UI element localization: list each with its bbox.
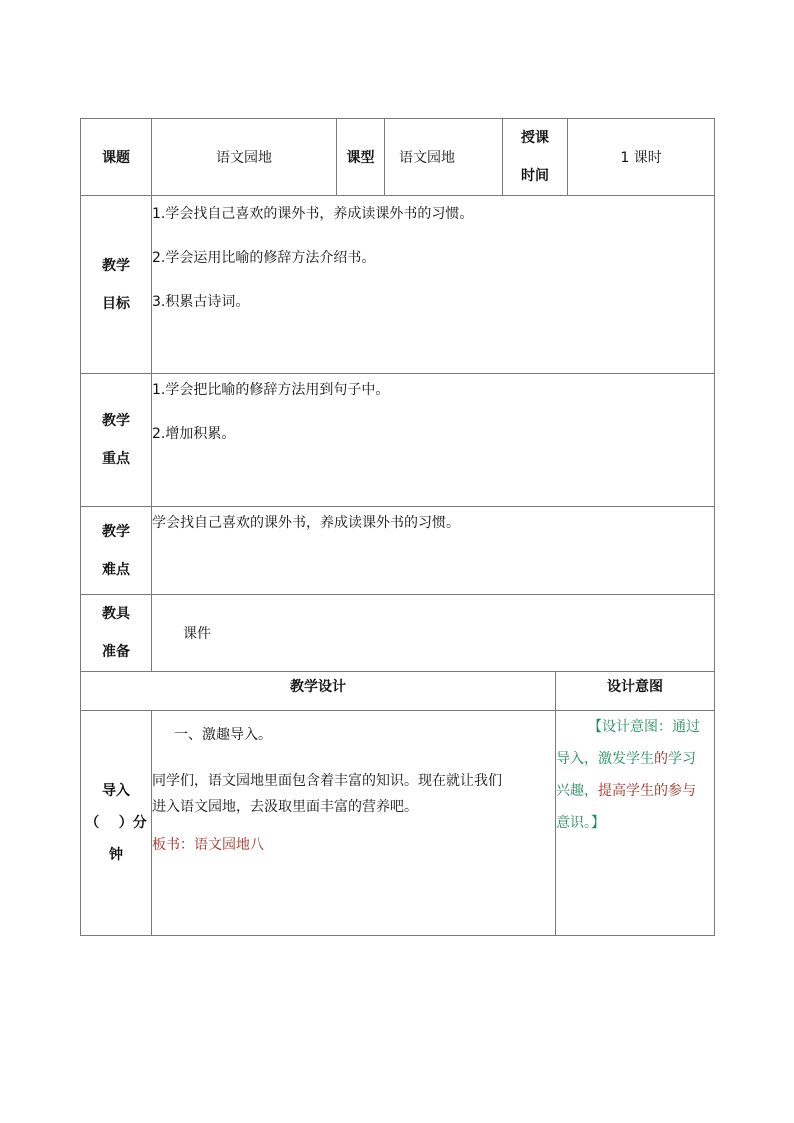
key-points-label bbox=[81, 374, 152, 507]
time-label-line-2: 时间 bbox=[521, 168, 550, 184]
intent-line-1: 【设计意图：通过 bbox=[588, 719, 700, 735]
objectives-content bbox=[152, 196, 715, 374]
key-points-label-line-2: 重点 bbox=[102, 451, 130, 467]
intent-line-4: 意识。】 bbox=[556, 815, 605, 831]
intent-line-3 bbox=[556, 775, 714, 807]
intro-paragraph-line-1: 同学们，语文园地里面包含着丰富的知识。现在就让我们 bbox=[152, 773, 502, 789]
objectives-label-line-2: 目标 bbox=[102, 295, 130, 312]
difficulties-text: 学会找自己喜欢的课外书，养成读课外书的习惯。 bbox=[152, 515, 460, 531]
intent-line-2 bbox=[556, 743, 714, 775]
key-point-item-1: 1.学会把比喻的修辞方法用到句子中。 bbox=[152, 382, 390, 398]
type-label: 课型 bbox=[337, 119, 385, 196]
difficulties-row bbox=[81, 507, 715, 595]
intro-content bbox=[152, 711, 556, 936]
intro-row bbox=[81, 711, 715, 936]
time-label bbox=[503, 119, 568, 196]
intro-label bbox=[81, 711, 152, 936]
materials-label-line-1: 教具 bbox=[102, 606, 130, 622]
objectives-row bbox=[81, 196, 715, 374]
objective-item-2: 2.学会运用比喻的修辞方法介绍书。 bbox=[152, 250, 376, 266]
materials-content: 课件 bbox=[152, 595, 715, 672]
intent-line-3-a: 兴趣， bbox=[556, 783, 598, 799]
intent-header: 设计意图 bbox=[556, 672, 715, 711]
lesson-plan-table bbox=[80, 118, 715, 936]
objectives-label-line-1: 教学 bbox=[102, 257, 130, 274]
key-points-label-line-1: 教学 bbox=[102, 413, 130, 429]
subject-label: 课题 bbox=[81, 119, 152, 196]
materials-label bbox=[81, 595, 152, 672]
key-points-row bbox=[81, 374, 715, 507]
subject-value: 语文园地 bbox=[152, 119, 337, 196]
difficulties-label-line-1: 教学 bbox=[102, 523, 130, 540]
objective-item-1: 1.学会找自己喜欢的课外书，养成读课外书的习惯。 bbox=[152, 206, 474, 222]
design-header-row bbox=[81, 672, 715, 711]
intent-line-3-b: 提高学生的参与 bbox=[598, 783, 696, 799]
intro-label-line-3: 钟 bbox=[109, 847, 123, 863]
type-value: 语文园地 bbox=[385, 119, 503, 196]
difficulties-label-line-2: 难点 bbox=[102, 561, 130, 578]
intro-heading: 一、激趣导入。 bbox=[174, 727, 272, 743]
time-value: 1 课时 bbox=[568, 119, 715, 196]
difficulties-content bbox=[152, 507, 715, 595]
header-row bbox=[81, 119, 715, 196]
time-label-line-1: 授课 bbox=[521, 130, 550, 146]
design-header: 教学设计 bbox=[81, 672, 556, 711]
difficulties-label bbox=[81, 507, 152, 595]
intro-paragraph-line-2: 进入语文园地，去汲取里面丰富的营养吧。 bbox=[152, 799, 418, 815]
intent-line-2-a: 导入，激发学生 bbox=[556, 751, 654, 767]
materials-row bbox=[81, 595, 715, 672]
intent-line-2-b: 的 bbox=[654, 751, 668, 767]
materials-label-line-2: 准备 bbox=[102, 644, 130, 660]
objective-item-3: 3.积累古诗词。 bbox=[152, 294, 250, 310]
intent-line-2-c: 学习 bbox=[668, 751, 696, 767]
objectives-label bbox=[81, 196, 152, 374]
intro-board-note: 板书：语文园地八 bbox=[152, 837, 264, 853]
intro-label-line-2: （ ）分 bbox=[85, 815, 147, 831]
intro-intent bbox=[556, 711, 715, 936]
key-points-content bbox=[152, 374, 715, 507]
intro-label-line-1: 导入 bbox=[102, 783, 130, 799]
key-point-item-2: 2.增加积累。 bbox=[152, 426, 236, 442]
